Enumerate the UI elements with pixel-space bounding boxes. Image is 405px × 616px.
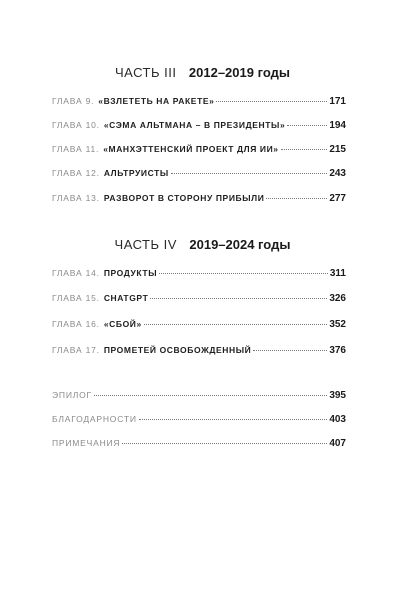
part-label: ЧАСТЬ III (115, 65, 177, 80)
part-years: 2019–2024 годы (189, 237, 291, 252)
toc-entry-chapter-17[interactable] (52, 343, 346, 357)
toc-entry-acknowledgements[interactable] (52, 412, 346, 426)
chapter-title: «СЭМА АЛЬТМАНА – В ПРЕЗИДЕНТЫ» (103, 120, 286, 130)
chapter-title: «ВЗЛЕТЕТЬ НА РАКЕТЕ» (98, 96, 215, 106)
chapter-title: «СБОЙ» (103, 319, 142, 329)
page-number: 326 (329, 293, 346, 304)
toc-entry-chapter-10[interactable] (52, 118, 346, 132)
chapter-number: ГЛАВА 12. (52, 168, 100, 178)
dot-leader (171, 172, 327, 174)
dot-leader (281, 148, 328, 150)
toc-entry-notes[interactable] (52, 436, 346, 450)
page-number: 407 (329, 438, 346, 449)
page-number: 311 (329, 268, 346, 279)
dot-leader (94, 394, 327, 396)
toc-entry-epilogue[interactable] (52, 388, 346, 402)
dot-leader (159, 272, 328, 274)
dot-leader (253, 349, 327, 351)
chapter-title: РАЗВОРОТ В СТОРОНУ ПРИБЫЛИ (103, 193, 265, 203)
toc-entry-chapter-11[interactable] (52, 142, 346, 156)
chapter-number: ГЛАВА 15. (52, 293, 100, 303)
section-title: ПРИМЕЧАНИЯ (52, 438, 121, 448)
page-number: 243 (329, 168, 346, 179)
toc-entry-chapter-13[interactable] (52, 191, 346, 205)
dot-leader (216, 100, 327, 102)
section-title: ЭПИЛОГ (52, 390, 92, 400)
dot-leader (144, 323, 327, 325)
page-number: 352 (329, 319, 346, 330)
chapter-title: ПРОМЕТЕЙ ОСВОБОЖДЕННЫЙ (103, 345, 252, 355)
page-number: 403 (329, 414, 346, 425)
chapter-title: ПРОДУКТЫ (103, 268, 158, 278)
chapter-title: АЛЬТРУИСТЫ (103, 168, 169, 178)
section-title: БЛАГОДАРНОСТИ (52, 414, 137, 424)
page-number: 376 (329, 345, 346, 356)
chapter-number: ГЛАВА 14. (52, 268, 100, 278)
toc-entry-chapter-15[interactable] (52, 291, 346, 305)
dot-leader (150, 297, 327, 299)
chapter-number: ГЛАВА 13. (52, 193, 100, 203)
chapter-title: CHATGPT (103, 293, 149, 303)
dot-leader (122, 442, 327, 444)
page-number: 277 (329, 193, 346, 204)
dot-leader (266, 197, 327, 199)
chapter-title: «МАНХЭТТЕНСКИЙ ПРОЕКТ ДЛЯ ИИ» (103, 144, 279, 154)
page-number: 395 (329, 390, 346, 401)
toc-entry-chapter-9[interactable] (52, 94, 346, 108)
page-number: 194 (329, 120, 346, 131)
part-label: ЧАСТЬ IV (114, 237, 177, 252)
chapter-number: ГЛАВА 9. (52, 96, 95, 106)
chapter-number: ГЛАВА 17. (52, 345, 100, 355)
chapter-number: ГЛАВА 10. (52, 120, 100, 130)
chapter-number: ГЛАВА 11. (52, 144, 100, 154)
page-number: 171 (329, 96, 346, 107)
page-number: 215 (329, 144, 346, 155)
toc-entry-chapter-16[interactable] (52, 317, 346, 331)
dot-leader (139, 418, 328, 420)
chapter-number: ГЛАВА 16. (52, 319, 100, 329)
toc-entry-chapter-14[interactable] (52, 266, 346, 280)
part-4-header (0, 236, 405, 254)
part-years: 2012–2019 годы (188, 65, 290, 80)
toc-entry-chapter-12[interactable] (52, 166, 346, 180)
dot-leader (287, 124, 327, 126)
part-3-header (0, 64, 405, 82)
